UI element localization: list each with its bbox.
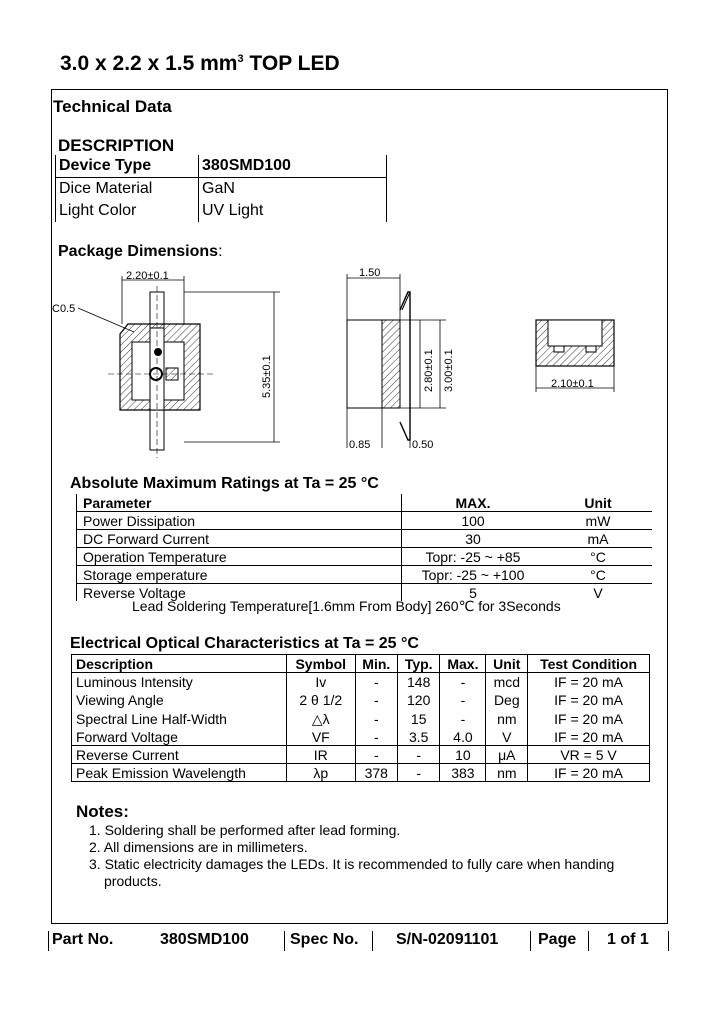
- eoc-max: 4.0: [440, 728, 486, 746]
- amr-max: 5: [402, 584, 545, 602]
- page-label: Page: [538, 931, 577, 948]
- eoc-unit: nm: [486, 764, 528, 782]
- eoc-min: 378: [355, 764, 398, 782]
- eoc-description: Viewing Angle: [72, 690, 287, 709]
- document-title: [60, 52, 340, 76]
- amr-unit: mA: [544, 530, 652, 548]
- eoc-min: -: [355, 690, 398, 709]
- eoc-condition: IF = 20 mA: [528, 673, 650, 691]
- right-lead-label: 0.50: [412, 439, 434, 451]
- eoc-symbol: IR: [287, 746, 356, 764]
- eoc-header-typ: Typ.: [398, 655, 440, 673]
- eoc-min: -: [355, 709, 398, 728]
- description-table: [55, 155, 387, 222]
- eoc-description: Peak Emission Wavelength: [72, 764, 287, 782]
- table-row: [72, 764, 650, 782]
- eoc-header-symbol: Symbol: [287, 655, 356, 673]
- table-row: [77, 548, 653, 566]
- eoc-heading: Electrical Optical Characteristics at Ta = 25 °C: [70, 635, 419, 652]
- description-value: GaN: [199, 178, 387, 201]
- eoc-max: -: [440, 690, 486, 709]
- description-row: [56, 155, 387, 178]
- amr-header-parameter: Parameter: [77, 494, 402, 512]
- amr-unit: °C: [544, 566, 652, 584]
- package-dimensions-heading: [58, 243, 223, 261]
- amr-heading: Absolute Maximum Ratings at Ta = 25 °C: [70, 475, 379, 492]
- amr-max: Topr: -25 ~ +85: [402, 548, 545, 566]
- footer-divider: [284, 931, 285, 951]
- description-value: UV Light: [199, 200, 387, 222]
- note-item: 2. All dimensions are in millimeters.: [89, 839, 308, 855]
- eoc-condition: IF = 20 mA: [528, 764, 650, 782]
- end-width-label: 2.10±0.1: [551, 378, 594, 390]
- footer-divider: [668, 931, 669, 951]
- note-item: 1. Soldering shall be performed after lead forming.: [89, 822, 401, 838]
- eoc-min: -: [355, 746, 398, 764]
- description-heading: DESCRIPTION: [58, 136, 175, 155]
- length-label: 5.35±0.1: [261, 355, 273, 398]
- table-row: [77, 566, 653, 584]
- amr-parameter: Power Dissipation: [77, 512, 402, 530]
- footer-divider: [372, 931, 373, 951]
- note-item: 3. Static electricity damages the LEDs. It is recommended to fully care when handing: [89, 856, 615, 872]
- eoc-typ: 3.5: [398, 728, 440, 746]
- table-row: [72, 728, 650, 746]
- eoc-header-description: Description: [72, 655, 287, 673]
- eoc-symbol: VF: [287, 728, 356, 746]
- top-view: [52, 270, 280, 458]
- eoc-condition: VR = 5 V: [528, 746, 650, 764]
- side-width-label: 1.50: [359, 267, 381, 279]
- amr-unit: °C: [544, 548, 652, 566]
- side-view: [347, 267, 455, 451]
- eoc-max: 10: [440, 746, 486, 764]
- table-row: [72, 673, 650, 691]
- package-heading-text: Package Dimensions: [58, 243, 219, 260]
- eoc-symbol: λp: [287, 764, 356, 782]
- eoc-max: -: [440, 673, 486, 691]
- eoc-typ: 15: [398, 709, 440, 728]
- eoc-symbol: Iv: [287, 673, 356, 691]
- package-heading-colon: :: [218, 243, 223, 260]
- description-key: Device Type: [56, 155, 199, 178]
- spec-no-value: S/N-02091101: [396, 931, 499, 948]
- note-item-continuation: products.: [104, 873, 162, 889]
- description-key: Dice Material: [56, 178, 199, 201]
- outer-height-label: 3.00±0.1: [443, 349, 455, 392]
- eoc-header-max: Max.: [440, 655, 486, 673]
- amr-parameter: Reverse Voltage: [77, 584, 402, 602]
- title-superscript: 3: [237, 53, 244, 65]
- eoc-unit: nm: [486, 709, 528, 728]
- eoc-symbol: 2 θ 1/2: [287, 690, 356, 709]
- eoc-max: -: [440, 709, 486, 728]
- description-row: [56, 200, 387, 222]
- amr-max: 100: [402, 512, 545, 530]
- footer-divider: [48, 931, 49, 951]
- eoc-unit: Deg: [486, 690, 528, 709]
- eoc-header-min: Min.: [355, 655, 398, 673]
- table-row: [72, 746, 650, 764]
- technical-data-heading: Technical Data: [53, 97, 172, 116]
- amr-max: 30: [402, 530, 545, 548]
- eoc-unit: V: [486, 728, 528, 746]
- amr-max: Topr: -25 ~ +100: [402, 566, 545, 584]
- inner-height-label: 2.80±0.1: [423, 349, 435, 392]
- table-row: [77, 512, 653, 530]
- table-row: [77, 530, 653, 548]
- eoc-max: 383: [440, 764, 486, 782]
- amr-table: [76, 494, 652, 601]
- eoc-typ: 148: [398, 673, 440, 691]
- footer-divider: [588, 931, 589, 951]
- package-dimension-drawing: [48, 262, 628, 462]
- footer-divider: [530, 931, 531, 951]
- eoc-description: Luminous Intensity: [72, 673, 287, 691]
- chamfer-label: C0.5: [52, 303, 76, 315]
- eoc-header-row: [72, 655, 650, 673]
- eoc-condition: IF = 20 mA: [528, 728, 650, 746]
- notes-heading: Notes:: [76, 802, 129, 821]
- top-width-label: 2.20±0.1: [126, 270, 169, 282]
- eoc-table: [71, 654, 650, 782]
- table-row: [72, 690, 650, 709]
- eoc-description: Forward Voltage: [72, 728, 287, 746]
- eoc-typ: -: [398, 764, 440, 782]
- eoc-min: -: [355, 728, 398, 746]
- eoc-header-condition: Test Condition: [528, 655, 650, 673]
- spec-no-label: Spec No.: [290, 931, 359, 948]
- amr-header-row: [77, 494, 653, 512]
- page-value: 1 of 1: [607, 931, 649, 948]
- eoc-typ: 120: [398, 690, 440, 709]
- amr-unit: V: [593, 584, 603, 601]
- amr-parameter: DC Forward Current: [77, 530, 402, 548]
- eoc-condition: IF = 20 mA: [528, 709, 650, 728]
- eoc-symbol: △λ: [287, 709, 356, 728]
- notes-list: [89, 822, 649, 890]
- part-no-value: 380SMD100: [160, 931, 249, 948]
- eoc-header-unit: Unit: [486, 655, 528, 673]
- eoc-condition: IF = 20 mA: [528, 690, 650, 709]
- title-text: 3.0 x 2.2 x 1.5 mm: [60, 52, 238, 75]
- eoc-min: -: [355, 673, 398, 691]
- table-row: [72, 709, 650, 728]
- amr-parameter: Operation Temperature: [77, 548, 402, 566]
- amr-header-unit: Unit: [544, 494, 652, 512]
- eoc-typ: -: [398, 746, 440, 764]
- amr-unit: mW: [544, 512, 652, 530]
- eoc-description: Reverse Current: [72, 746, 287, 764]
- description-row: [56, 178, 387, 201]
- eoc-unit: μA: [486, 746, 528, 764]
- eoc-unit: mcd: [486, 673, 528, 691]
- end-view: [536, 320, 614, 392]
- part-no-label: Part No.: [52, 931, 114, 948]
- amr-parameter: Storage emperature: [77, 566, 402, 584]
- title-tail: TOP LED: [243, 52, 340, 75]
- left-lead-label: 0.85: [349, 439, 371, 451]
- description-value: 380SMD100: [199, 155, 387, 178]
- amr-header-max: MAX.: [402, 494, 545, 512]
- description-key: Light Color: [56, 200, 199, 222]
- lead-soldering-note: Lead Soldering Temperature[1.6mm From Body] 260℃ for 3Seconds: [132, 598, 561, 614]
- eoc-description: Spectral Line Half-Width: [72, 709, 287, 728]
